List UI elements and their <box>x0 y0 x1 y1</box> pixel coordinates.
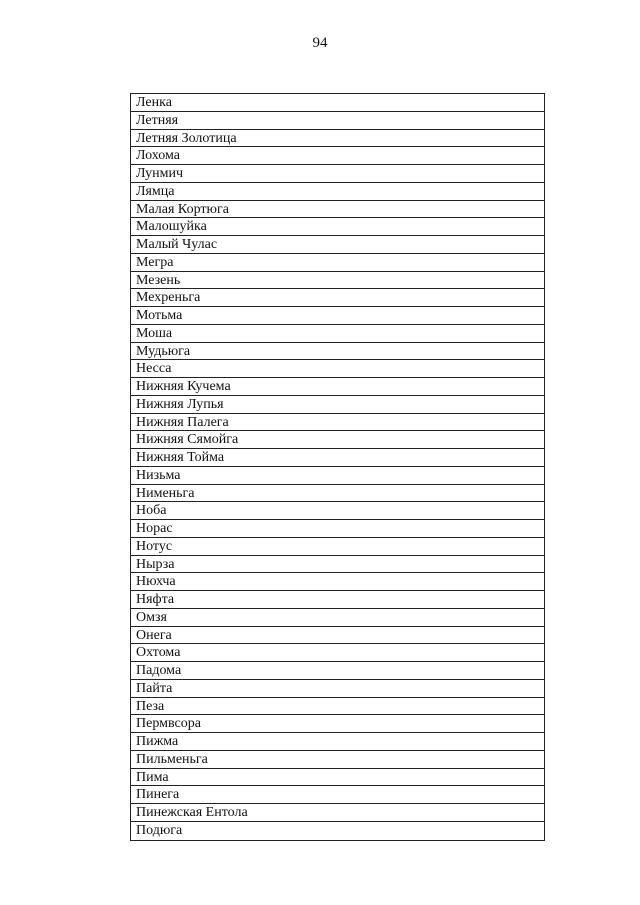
table-row: Низьма <box>131 467 544 485</box>
table-row: Нижняя Тойма <box>131 449 544 467</box>
table-row: Нюхча <box>131 573 544 591</box>
table-row: Несса <box>131 360 544 378</box>
table-row: Онега <box>131 627 544 645</box>
table-row: Нижняя Кучема <box>131 378 544 396</box>
table-row: Няфта <box>131 591 544 609</box>
table-row: Моша <box>131 325 544 343</box>
table-row: Мотьма <box>131 307 544 325</box>
table-row: Мезень <box>131 272 544 290</box>
table-row: Подюга <box>136 822 183 838</box>
table-row: Омзя <box>131 609 544 627</box>
table-row: Мудьюга <box>131 343 544 361</box>
table-row: Охтома <box>131 644 544 662</box>
table-row: Малая Кортюга <box>131 201 544 219</box>
table-row: Нижняя Лупья <box>131 396 544 414</box>
table-row: Малый Чулас <box>131 236 544 254</box>
table-row: Лохома <box>131 147 544 165</box>
table-row: Пильменьга <box>131 751 544 769</box>
table-row: Пинега <box>131 786 544 804</box>
table-row: Пижма <box>131 733 544 751</box>
river-name-table <box>130 93 545 841</box>
table-row: Нырза <box>131 556 544 574</box>
table-row: Нименьга <box>131 485 544 503</box>
table-row: Летняя Золотица <box>131 130 544 148</box>
table-row: Мегра <box>131 254 544 272</box>
table-row: Пайта <box>131 680 544 698</box>
table-row: Пима <box>131 769 544 787</box>
table-row: Ноба <box>131 502 544 520</box>
page-number: 94 <box>312 35 328 51</box>
table-row: Пинежская Ентола <box>131 804 544 822</box>
table-row: Лунмич <box>131 165 544 183</box>
table-row: Нотус <box>131 538 544 556</box>
table-row: Нижняя Палега <box>131 414 544 432</box>
table-row: Падома <box>131 662 544 680</box>
table-row: Летняя <box>131 112 544 130</box>
table-row: Малошуйка <box>131 218 544 236</box>
table-row: Мехреньга <box>131 289 544 307</box>
table-row: Нижняя Сямойга <box>131 431 544 449</box>
table-row: Ленка <box>131 94 544 112</box>
table-row: Норас <box>131 520 544 538</box>
table-row: Лямца <box>131 183 544 201</box>
table-row: Пермвсора <box>131 715 544 733</box>
table-row: Пеза <box>131 698 544 716</box>
